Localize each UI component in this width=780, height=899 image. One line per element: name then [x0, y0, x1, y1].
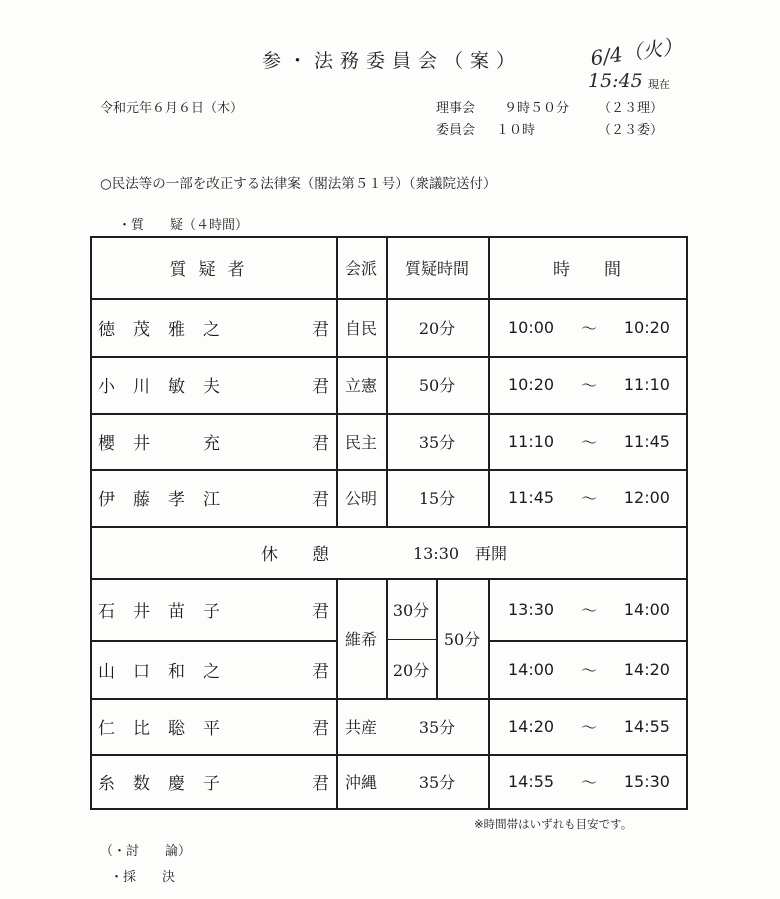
table-row-questioner: 櫻井 充 君	[98, 433, 329, 454]
document-title: 参・法務委員会（案）	[262, 50, 523, 72]
party-cell: 立憲	[344, 376, 377, 395]
merged-party-cell: 維希	[344, 629, 377, 649]
table-border-bottom	[90, 808, 688, 810]
sub-duration-cell: 30分	[392, 600, 430, 620]
time-range-cell: 11:45 〜 12:00	[508, 488, 670, 508]
header-time: 時 間	[553, 259, 621, 280]
party-cell: 沖縄	[344, 772, 377, 792]
party-cell: 公明	[344, 489, 377, 508]
col-divider	[488, 578, 490, 810]
duration-cell: 35分	[418, 432, 456, 452]
board-meeting-time: ９時５０分	[504, 101, 570, 116]
table-border-left	[90, 236, 92, 810]
table-row-questioner: 糸数慶子 君	[98, 773, 329, 794]
time-range-cell: 14:00 〜 14:20	[508, 659, 670, 680]
discussion-item: （・討 論）	[100, 844, 192, 859]
party-cell: 自民	[344, 318, 377, 338]
time-range-cell: 11:10 〜 11:45	[508, 431, 670, 452]
handwritten-date: 6/4（火）	[588, 33, 684, 71]
party-cell: 共産	[344, 717, 377, 737]
header-duration: 質疑時間	[404, 258, 469, 278]
handwritten-time: 15:45	[588, 70, 643, 92]
table-row-questioner: 小川敏夫 君	[98, 377, 329, 397]
as-of-label: 現在	[648, 78, 670, 91]
duration-cell: 35分	[418, 717, 456, 737]
recess-resume-time: 13:30 再開	[412, 543, 508, 563]
committee-meeting-room: （２３委）	[598, 123, 664, 138]
sub-duration-cell: 20分	[392, 660, 430, 680]
party-cell: 民主	[344, 432, 377, 452]
committee-meeting-label: 委員会	[436, 123, 476, 138]
board-meeting-label: 理事会	[436, 101, 476, 116]
table-row-questioner: 伊藤孝江 君	[98, 490, 329, 510]
header-questioner: 質疑者	[169, 259, 257, 280]
vote-item: ・採 決	[110, 870, 176, 885]
meeting-date: 令和元年６月６日（木）	[100, 101, 244, 116]
schedule-table	[90, 236, 688, 810]
time-range-cell: 10:20 〜 11:10	[508, 375, 670, 395]
time-range-cell: 10:00 〜 10:20	[508, 317, 670, 338]
table-border-right	[686, 236, 688, 810]
table-row-questioner: 石井苗子 君	[98, 601, 329, 622]
schedule-note: ※時間帯はいずれも目安です。	[474, 817, 633, 831]
table-row-questioner: 山口和之 君	[98, 661, 329, 682]
question-section-heading: ・質 疑（４時間）	[118, 218, 249, 233]
duration-cell: 20分	[418, 318, 456, 338]
duration-cell: 35分	[418, 772, 456, 792]
time-range-cell: 14:55 〜 15:30	[508, 771, 670, 792]
bill-title: ○民法等の一部を改正する法律案（閣法第５１号）（衆議院送付）	[100, 176, 497, 192]
committee-meeting-time: １０時	[496, 123, 536, 138]
header-party: 会派	[344, 258, 377, 278]
recess-label: 休 憩	[261, 544, 329, 565]
table-row-questioner: 仁比聡平 君	[98, 718, 329, 739]
time-range-cell: 14:20 〜 14:55	[508, 716, 670, 737]
row-divider	[90, 526, 688, 528]
table-row-questioner: 徳茂雅之 君	[98, 319, 329, 340]
merged-duration-cell: 50分	[443, 629, 481, 649]
duration-cell: 50分	[418, 376, 456, 395]
board-meeting-room: （２３理）	[598, 101, 664, 116]
duration-cell: 15分	[418, 489, 456, 508]
time-range-cell: 13:30 〜 14:00	[508, 599, 670, 620]
